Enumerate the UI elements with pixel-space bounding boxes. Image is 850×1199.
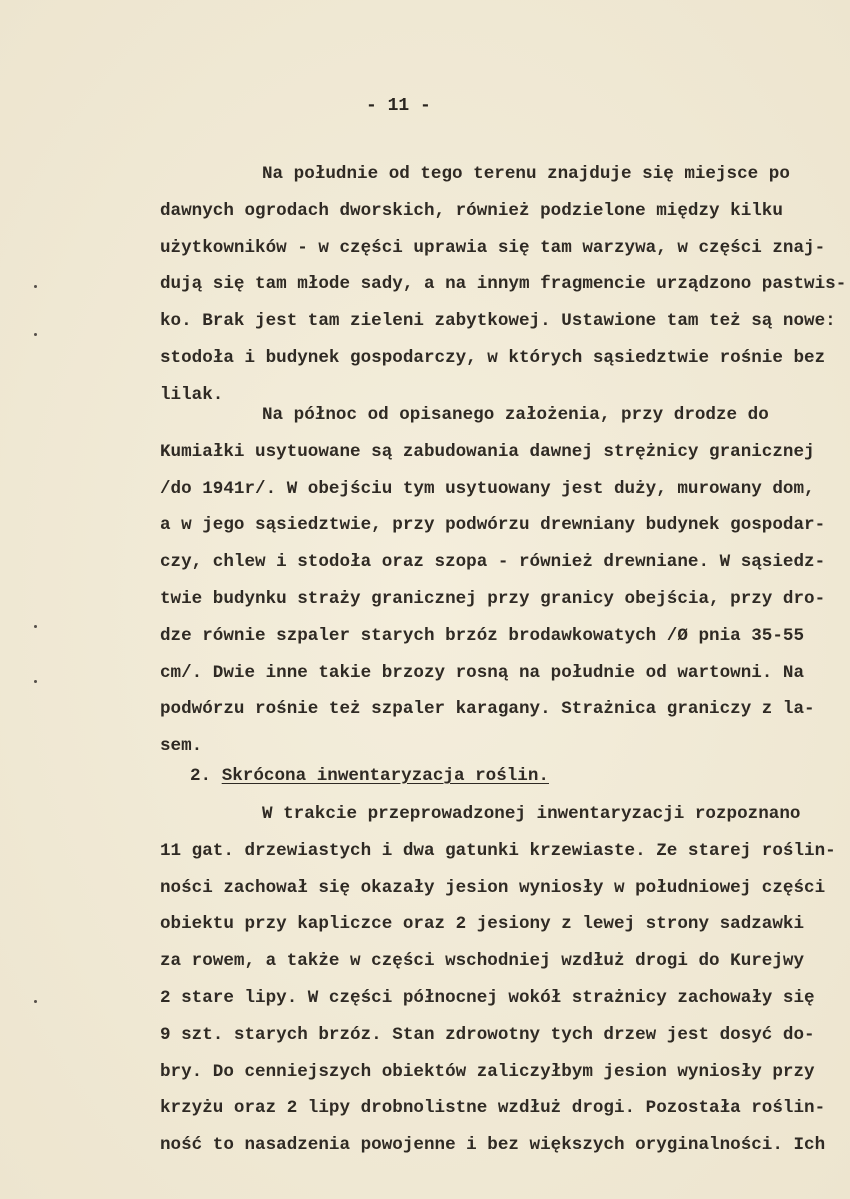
text-line: użytkowników - w części uprawia się tam warzywa, w części znaj- bbox=[160, 237, 826, 258]
text-line: krzyżu oraz 2 lipy drobnolistne wzdłuż drogi. Pozostała roślin- bbox=[160, 1098, 826, 1119]
text-line: W trakcie przeprowadzonej inwentaryzacji rozpoznano bbox=[262, 804, 801, 824]
text-line: ko. Brak jest tam zieleni zabytkowej. Ustawione tam też są nowe: bbox=[160, 311, 836, 332]
text-line: 11 gat. drzewiastych i dwa gatunki krzewiaste. Ze starej roślin- bbox=[160, 840, 836, 861]
section-heading bbox=[190, 766, 549, 786]
text-line: twie budynku straży granicznej przy granicy obejścia, przy dro- bbox=[160, 589, 826, 609]
margin-mark bbox=[34, 680, 37, 683]
text-line: ności zachował się okazały jesion wyniosły w południowej części bbox=[160, 877, 826, 898]
margin-mark bbox=[34, 285, 37, 288]
section-title: Skrócona inwentaryzacja roślin. bbox=[221, 766, 549, 786]
text-line: cm/. Dwie inne takie brzozy rosną na południe od wartowni. Na bbox=[160, 662, 805, 683]
text-line: 9 szt. starych brzóz. Stan zdrowotny tych drzew jest dosyć do- bbox=[160, 1024, 815, 1045]
text-line: czy, chlew i stodoła oraz szopa - również drewniane. W sąsiedz- bbox=[160, 552, 826, 573]
text-line: /do 1941r/. W obejściu tym usytuowany jest duży, murowany dom, bbox=[160, 478, 815, 499]
margin-mark bbox=[34, 625, 37, 628]
margin-mark bbox=[34, 333, 37, 336]
text-line: sem. bbox=[160, 736, 203, 757]
text-line: Kumiałki usytuowane są zabudowania dawnej strężnicy granicznej bbox=[160, 441, 815, 462]
page-number: - 11 - bbox=[366, 96, 431, 116]
text-line: bry. Do cenniejszych obiektów zaliczyłbym jesion wyniosły przy bbox=[160, 1061, 815, 1082]
text-line: obiektu przy kapliczce oraz 2 jesiony z lewej strony sadzawki bbox=[160, 914, 805, 935]
text-line: dawnych ogrodach dworskich, również podzielone między kilku bbox=[160, 200, 783, 221]
margin-mark bbox=[34, 1000, 37, 1003]
text-line: dują się tam młode sady, a na innym fragmencie urządzono pastwis- bbox=[160, 274, 847, 295]
section-number: 2. bbox=[190, 766, 212, 786]
text-line: a w jego sąsiedztwie, przy podwórzu drewniany budynek gospodar- bbox=[160, 515, 826, 536]
text-line: Na południe od tego terenu znajduje się miejsce po bbox=[262, 164, 790, 184]
text-line: za rowem, a także w części wschodniej wzdłuż drogi do Kurejwy bbox=[160, 951, 805, 972]
text-line: dze równie szpaler starych brzóz brodawkowatych /Ø pnia 35-55 bbox=[160, 625, 805, 646]
text-line: Na północ od opisanego założenia, przy drodze do bbox=[262, 405, 769, 425]
text-line: stodoła i budynek gospodarczy, w których sąsiedztwie rośnie bez bbox=[160, 348, 826, 368]
text-line: 2 stare lipy. W części północnej wokół strażnicy zachowały się bbox=[160, 988, 815, 1008]
text-line: ność to nasadzenia powojenne i bez większych oryginalności. Ich bbox=[160, 1135, 826, 1156]
text-line: podwórzu rośnie też szpaler karagany. Strażnica graniczy z la- bbox=[160, 699, 815, 720]
text-line: lilak. bbox=[160, 384, 224, 405]
